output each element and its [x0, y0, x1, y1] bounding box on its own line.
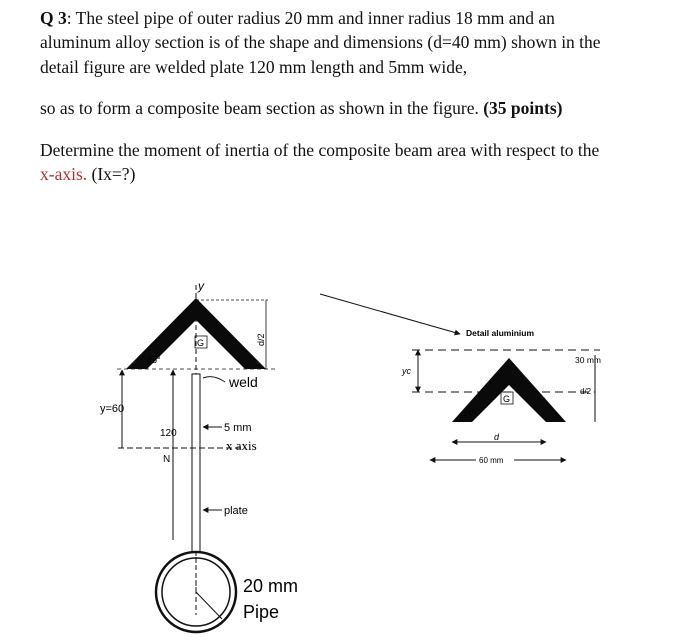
detail-angle-label: 45° — [463, 410, 476, 419]
question-number: Q 3 — [40, 8, 67, 28]
weld-leader — [203, 377, 225, 382]
detail-yc-label: yc — [402, 366, 411, 376]
x-axis-term: x-axis. — [40, 164, 88, 184]
question-line-6 — [40, 162, 675, 186]
question-line-1 — [40, 6, 675, 30]
d-half-label: d/2 — [256, 333, 266, 346]
points-label: (35 points) — [483, 98, 563, 118]
plate-length-label: 120 — [160, 428, 177, 439]
weld-label: weld — [229, 374, 258, 390]
question-line-4-text: so as to form a composite beam section as shown in the figure. — [40, 98, 479, 118]
main-section-drawing — [100, 279, 298, 632]
detail-centroid-label: G — [503, 394, 511, 404]
detail-aluminium-drawing — [401, 328, 601, 466]
ix-query: (Ix=?) — [91, 164, 136, 184]
detail-title: Detail aluminium — [466, 328, 535, 338]
detail-d-label: d — [494, 432, 500, 442]
question-line-1-text: : The steel pipe of outer radius 20 mm and inner radius 18 mm and an — [66, 8, 555, 28]
pipe-radius-line — [196, 592, 222, 619]
angle-label: 45° — [147, 355, 161, 365]
question-line-3: detail figure are welded plate 120 mm length and 5mm wide, — [40, 57, 468, 77]
detail-thickness-label: 30 mm — [575, 355, 601, 365]
ybar-label: y=60 — [100, 403, 125, 415]
question-line-4 — [40, 96, 675, 120]
thickness-label: 5 mm — [224, 422, 252, 434]
centroid-label: G — [197, 338, 205, 348]
detail-pointer-arrow — [320, 294, 460, 334]
detail-width-label: 60 mm — [479, 456, 504, 465]
pipe-dim-label: 20 mm — [243, 576, 299, 596]
plate-label: plate — [224, 505, 248, 517]
question-line-5: Determine the moment of inertia of the composite beam area with respect to the — [40, 140, 600, 160]
welded-plate — [192, 374, 200, 552]
question-line-2: aluminum alloy section is of the shape and dimensions (d=40 mm) shown in the — [40, 32, 601, 52]
detail-d-half-label: d/2 — [580, 387, 592, 396]
x-axis-figure-label: x axis — [226, 438, 257, 453]
y-axis-label: y — [198, 279, 204, 293]
pipe-label: Pipe — [243, 602, 280, 622]
neutral-axis-label: N — [163, 454, 171, 465]
composite-beam-figure — [0, 270, 700, 642]
